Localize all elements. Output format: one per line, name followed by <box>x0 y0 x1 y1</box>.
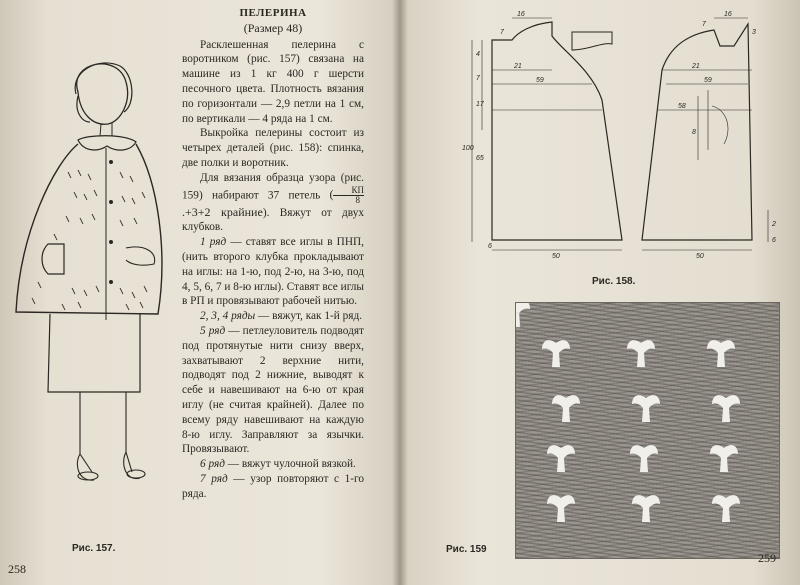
article-subtitle: (Размер 48) <box>243 20 303 35</box>
row-1-label: 1 ряд <box>200 236 227 249</box>
row-7-label: 7 ряд <box>200 472 228 485</box>
row-2-label: 2, 3, 4 ряды <box>200 310 256 323</box>
dim-top-16b: 16 <box>724 11 732 18</box>
row-5-label: 5 ряд <box>200 324 226 337</box>
knit-sample-photo <box>515 302 780 559</box>
right-page <box>402 0 800 585</box>
dim-w59b: 59 <box>704 77 712 84</box>
figure-158-caption: Рис. 158. <box>592 276 636 287</box>
figure-159-caption: Рис. 159 <box>446 544 487 555</box>
stitch-formula: ( $\frac{КП}{8}$ .+3+2 крайние <box>182 184 364 219</box>
page-number-right: 259 <box>758 551 776 565</box>
row-1-text: — ставят все иглы в ПНП, (нить второго клубка прокладывают на иглы: на 1-ю, под 2-ю, на 3-ю, под 4, 5, 6, 7 и 8-ю иглы). Ставят все иглы в РП и провязывают рабочей нитью. <box>182 236 364 308</box>
dim-top-7: 7 <box>500 29 504 36</box>
paragraph-3 <box>182 171 364 235</box>
dim-b6: 6 <box>488 243 492 250</box>
dim-b50a: 50 <box>552 253 560 260</box>
row-6 <box>182 457 364 472</box>
dim-b2: 2 <box>772 221 776 228</box>
paragraph-1: Расклешенная пелерина с воротником (рис. 157) связана на машине из 1 кг 400 г шерсти песочного цвета. Плотность вязания по горизонтали — 2,9 петли на 1 см, по вертикали — 4 ряда на 1 см. <box>182 38 364 125</box>
row-7 <box>182 472 364 502</box>
figure-157-caption: Рис. 157. <box>72 543 116 554</box>
dim-h17: 17 <box>476 101 484 108</box>
formula-rest: +3+2 крайние <box>185 204 263 219</box>
dim-b50b: 50 <box>696 253 704 260</box>
cape-illustration <box>8 52 193 522</box>
row-1 <box>182 235 364 309</box>
dim-top-16a: 16 <box>517 11 525 18</box>
row-5-text: — петлеуловитель подводят под протянутые нити снизу вверх, захватывают 2 верхние нити, подводят под 2 нижние, выводят к себе и навешивают на 6-ю от края иглу (не считая крайней). Далее по всему ряду навешивают на каждую 8-ю иглу. Заправляют за язычки. Провязывают. <box>182 324 364 456</box>
page-number-left: 258 <box>8 562 26 576</box>
dim-w58: 58 <box>678 103 686 110</box>
dim-top-3: 3 <box>752 29 756 36</box>
dim-h8: 8 <box>692 129 696 136</box>
row-2-text: — вяжут, как 1-й ряд. <box>255 310 363 323</box>
dim-b6b: 6 <box>772 237 776 244</box>
sample-intro: Для вязания образца узора (рис. 159) набирают 37 петель <box>182 171 364 201</box>
formula-denominator: 8 <box>355 194 360 205</box>
formula-numerator: КП <box>333 186 364 196</box>
row-2 <box>182 309 364 324</box>
dim-w59a: 59 <box>536 77 544 84</box>
instructions-text <box>182 6 364 502</box>
row-6-text: — вяжут чулочной вязкой. <box>224 458 356 471</box>
dim-w21: 21 <box>514 63 522 70</box>
row-5 <box>182 324 364 457</box>
paragraph-2: Выкройка пелерины состоит из четырех деталей (рис. 158): спинка, две полки и воротник. <box>182 127 364 169</box>
dim-h4: 4 <box>476 51 480 58</box>
dim-h7: 7 <box>476 75 480 82</box>
dim-top-7b: 7 <box>702 21 706 28</box>
stitch-motifs <box>516 303 779 558</box>
left-page <box>0 0 398 585</box>
row-7-text: — узор повторяют с 1-го ряда. <box>182 472 364 500</box>
dim-w21b: 21 <box>692 63 700 70</box>
article-title: ПЕЛЕРИНА <box>239 7 307 19</box>
formula-fraction <box>333 186 364 205</box>
row-6-label: 6 ряд <box>200 458 225 471</box>
dim-h65: 65 <box>476 155 484 162</box>
sample-end: ). Вяжут от двух клубков. <box>182 206 364 234</box>
dim-h100: 100 <box>462 145 474 152</box>
pattern-diagram <box>452 10 797 260</box>
